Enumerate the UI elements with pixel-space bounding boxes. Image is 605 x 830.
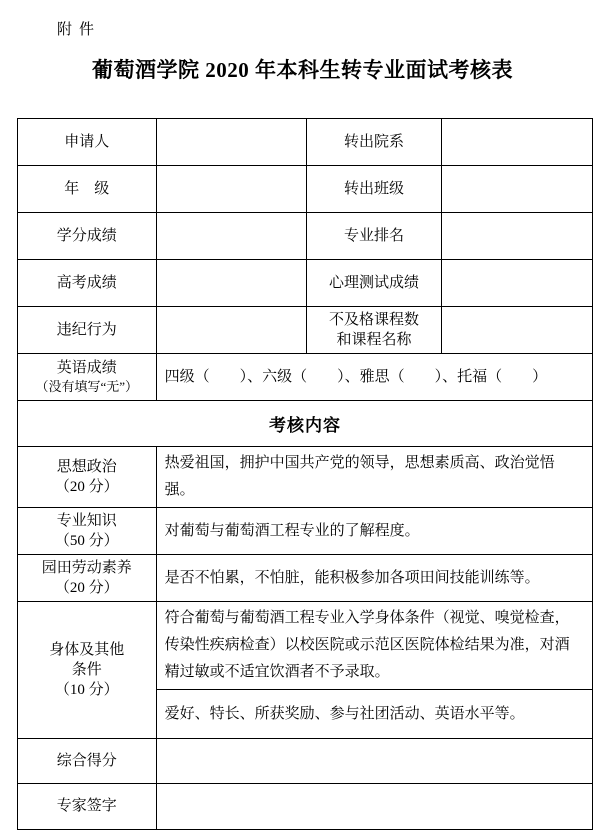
criterion-points: （20 分）: [54, 580, 119, 596]
field-value-grade: [156, 166, 306, 213]
field-label-gaokao-score: 高考成绩: [18, 260, 157, 307]
section-header-assessment-content: 考核内容: [18, 401, 593, 447]
criterion-description-professional-knowledge: 对葡萄与葡萄酒工程专业的了解程度。: [156, 508, 592, 555]
field-label-transfer-out-class: 转出班级: [306, 166, 442, 213]
criterion-label-professional-knowledge: [18, 508, 157, 555]
field-label-total-score: 综合得分: [18, 739, 157, 784]
criterion-name: 思想政治: [56, 458, 117, 475]
table-row: [18, 555, 593, 602]
attachment-label: 附件: [57, 22, 102, 38]
field-label-disciplinary-violation: 违纪行为: [18, 307, 157, 354]
criterion-name-line1: 身体及其他: [49, 641, 125, 658]
failed-courses-line1: 不及格课程数: [328, 311, 419, 328]
table-row: [18, 119, 593, 166]
assessment-form-table: [17, 118, 593, 830]
criterion-points: （50 分）: [54, 533, 119, 549]
english-score-options: 四级（ ）、六级（ ）、雅思（ ）、托福（ ）: [156, 354, 592, 401]
page-title: 葡萄酒学院 2020 年本科生转专业面试考核表: [92, 58, 513, 82]
table-row: [18, 602, 593, 690]
field-label-credit-score: 学分成绩: [18, 213, 157, 260]
table-row: [18, 307, 593, 354]
criterion-description-field-labor: 是否不怕累，不怕脏，能积极参加各项田间技能训练等。: [156, 555, 592, 602]
table-row: [18, 447, 593, 508]
field-value-disciplinary-violation: [156, 307, 306, 354]
field-value-expert-signature: [156, 784, 592, 830]
criterion-points: （20 分）: [54, 479, 119, 495]
english-score-line1: 英语成绩: [56, 360, 117, 377]
table-row: [18, 739, 593, 784]
field-label-grade: 年 级: [18, 166, 157, 213]
failed-courses-line2: 和课程名称: [336, 332, 412, 348]
field-label-applicant: 申请人: [18, 119, 157, 166]
table-row: [18, 401, 593, 447]
criterion-name-line2: 条件: [71, 661, 102, 678]
criterion-name: 专业知识: [56, 512, 117, 529]
table-row: [18, 508, 593, 555]
table-row: [18, 260, 593, 307]
table-row: [18, 354, 593, 401]
field-value-major-ranking: [442, 213, 593, 260]
field-value-applicant: [156, 119, 306, 166]
field-label-failed-courses: [306, 307, 442, 354]
field-value-psych-test-score: [442, 260, 593, 307]
field-value-total-score: [156, 739, 592, 784]
field-value-gaokao-score: [156, 260, 306, 307]
field-label-expert-signature: 专家签字: [18, 784, 157, 830]
criterion-label-ideology-politics: [18, 447, 157, 508]
criterion-description-physical: 符合葡萄与葡萄酒工程专业入学身体条件（视觉、嗅觉检查，传染性疾病检查）以校医院或示范区医院体检结果为准，对酒精过敏或不适宜饮酒者不予录取。: [156, 602, 592, 690]
criterion-points: （10 分）: [54, 682, 119, 699]
table-row: [18, 784, 593, 830]
criterion-description-ideology-politics: 热爱祖国，拥护中国共产党的领导，思想素质高、政治觉悟强。: [156, 447, 592, 508]
criterion-name: 园田劳动素养: [41, 559, 132, 576]
field-value-transfer-out-department: [442, 119, 593, 166]
field-value-failed-courses: [442, 307, 593, 354]
field-label-psych-test-score: 心理测试成绩: [306, 260, 442, 307]
table-row: [18, 213, 593, 260]
field-value-credit-score: [156, 213, 306, 260]
field-label-major-ranking: 专业排名: [306, 213, 442, 260]
table-row: [18, 166, 593, 213]
criterion-label-physical-other: [18, 602, 157, 739]
field-label-transfer-out-department: 转出院系: [306, 119, 442, 166]
field-label-english-score: [18, 354, 157, 401]
criterion-label-field-labor: [18, 555, 157, 602]
criterion-description-other: 爱好、特长、所获奖励、参与社团活动、英语水平等。: [156, 690, 592, 739]
field-value-transfer-out-class: [442, 166, 593, 213]
english-score-line2: （没有填写“无”）: [35, 379, 139, 395]
